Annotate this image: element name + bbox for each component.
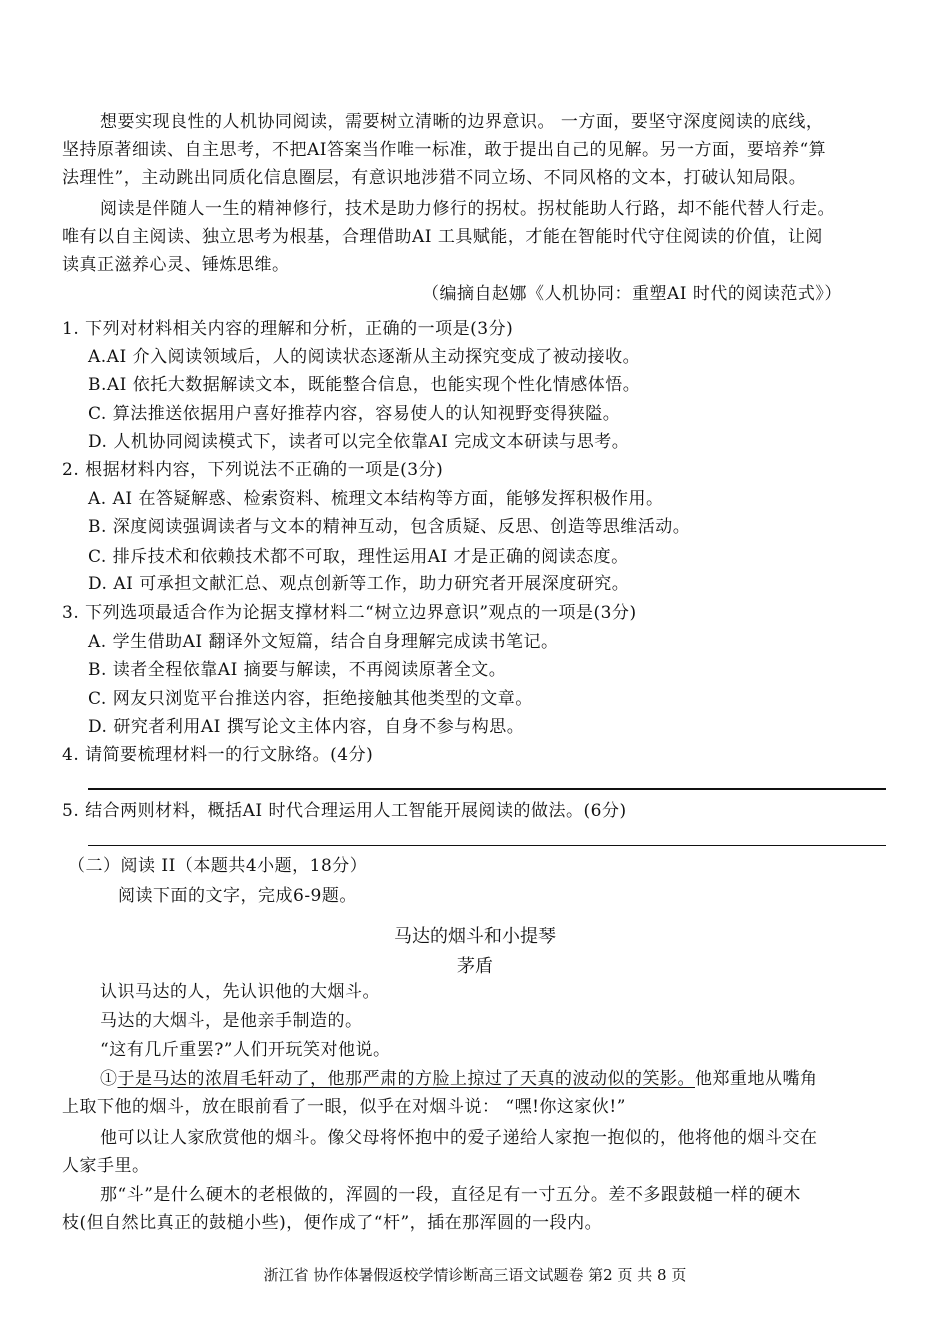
story-title: 马达的烟斗和小提琴 (394, 926, 556, 947)
question-3-option-b: B. 读者全程依靠AI 摘要与解读，不再阅读原著全文。 (88, 660, 507, 680)
question-1-option-d: D. 人机协同阅读模式下，读者可以完全依靠AI 完成文本研读与思考。 (88, 432, 630, 452)
story-line-3: “这有几斤重罢?”人们开玩笑对他说。 (100, 1040, 391, 1060)
question-3-option-d: D. 研究者利用AI 撰写论文主体内容，自身不参与构思。 (88, 717, 525, 737)
question-1-option-b: B.AI 依托大数据解读文本，既能整合信息，也能实现个性化情感体悟。 (88, 375, 641, 395)
material2-source: （编摘自赵娜《人机协同：重塑AI 时代的阅读范式》） (422, 284, 842, 304)
underlined-sentence: 于是马达的浓眉毛轩动了，他那严肃的方脸上掠过了天真的波动似的笑影。 (117, 1069, 695, 1089)
section-2-instruction: 阅读下面的文字，完成6-9题。 (118, 886, 357, 906)
material2-paragraph2-line2: 唯有以自主阅读、独立思考为根基，合理借助AI 工具赋能，才能在智能时代守住阅读的价值，让阅 (62, 227, 823, 247)
sentence-marker: ① (100, 1069, 118, 1089)
question-4: 4. 请简要梳理材料一的行文脉络。(4分) (62, 745, 374, 765)
answer-line-question-5 (88, 845, 886, 846)
story-line-1: 认识马达的人，先认识他的大烟斗。 (100, 982, 380, 1002)
material2-paragraph2-line3: 读真正滋养心灵、锤炼思维。 (62, 255, 290, 275)
material2-paragraph1-line1: 想要实现良性的人机协同阅读，需要树立清晰的边界意识。 一方面，要坚守深度阅读的底线， (100, 112, 824, 132)
question-2: 2. 根据材料内容，下列说法不正确的一项是(3分) (62, 460, 444, 480)
question-3: 3. 下列选项最适合作为论据支撑材料二“树立边界意识”观点的一项是(3分) (62, 603, 637, 623)
question-1: 1. 下列对材料相关内容的理解和分析，正确的一项是(3分) (62, 319, 514, 339)
question-1-option-a: A.AI 介入阅读领域后，人的阅读状态逐渐从主动探究变成了被动接收。 (88, 347, 641, 367)
story-line-4-rest: 他郑重地从嘴角 (695, 1069, 818, 1089)
story-line-2: 马达的大烟斗，是他亲手制造的。 (100, 1011, 363, 1031)
material2-paragraph1-line2: 坚持原著细读、自主思考，不把AI答案当作唯一标准，敢于提出自己的见解。另一方面，要培养“算 (62, 140, 827, 160)
question-1-option-c: C. 算法推送依据用户喜好推荐内容，容易使人的认知视野变得狭隘。 (88, 404, 621, 424)
question-3-option-c: C. 网友只浏览平台推送内容，拒绝接触其他类型的文章。 (88, 689, 533, 709)
story-line-9: 枝(但自然比真正的鼓槌小些)，便作成了“杆”，插在那浑圆的一段内。 (62, 1213, 603, 1233)
story-line-8: 那“斗”是什么硬木的老根做的，浑圆的一段，直径足有一寸五分。差不多跟鼓槌一样的硬木 (100, 1185, 801, 1205)
question-2-option-a: A. AI 在答疑解惑、检索资料、梳理文本结构等方面，能够发挥积极作用。 (88, 489, 664, 509)
story-author: 茅盾 (457, 956, 493, 977)
question-5: 5. 结合两则材料，概括AI 时代合理运用人工智能开展阅读的做法。(6分) (62, 801, 627, 821)
story-line-6: 他可以让人家欣赏他的烟斗。像父母将怀抱中的爱子递给人家抱一抱似的，他将他的烟斗交在 (100, 1128, 818, 1148)
story-line-4 (100, 1065, 818, 1093)
question-2-option-c: C. 排斥技术和依赖技术都不可取，理性运用AI 才是正确的阅读态度。 (88, 547, 629, 567)
material2-paragraph1-line3: 法理性”，主动跳出同质化信息圈层，有意识地涉猎不同立场、不同风格的文本，打破认知局限。 (62, 168, 807, 188)
page-footer: 浙江省 协作体暑假返校学情诊断高三语文试题卷 第2 页 共 8 页 (263, 1266, 687, 1284)
story-line-7: 人家手里。 (62, 1156, 150, 1176)
question-2-option-b: B. 深度阅读强调读者与文本的精神互动，包含质疑、反思、创造等思维活动。 (88, 517, 691, 537)
question-2-option-d: D. AI 可承担文献汇总、观点创新等工作，助力研究者开展深度研究。 (88, 574, 630, 594)
story-line-5: 上取下他的烟斗，放在眼前看了一眼，似乎在对烟斗说： “嘿!你这家伙!” (62, 1097, 626, 1117)
material2-paragraph2-line1: 阅读是伴随人一生的精神修行，技术是助力修行的拐杖。拐杖能助人行路，却不能代替人行走。 (100, 199, 835, 219)
question-3-option-a: A. 学生借助AI 翻译外文短篇，结合自身理解完成读书笔记。 (88, 632, 559, 652)
answer-line-question-4 (88, 788, 886, 790)
section-2-heading: （二）阅读 II（本题共4小题，18分） (68, 856, 368, 876)
